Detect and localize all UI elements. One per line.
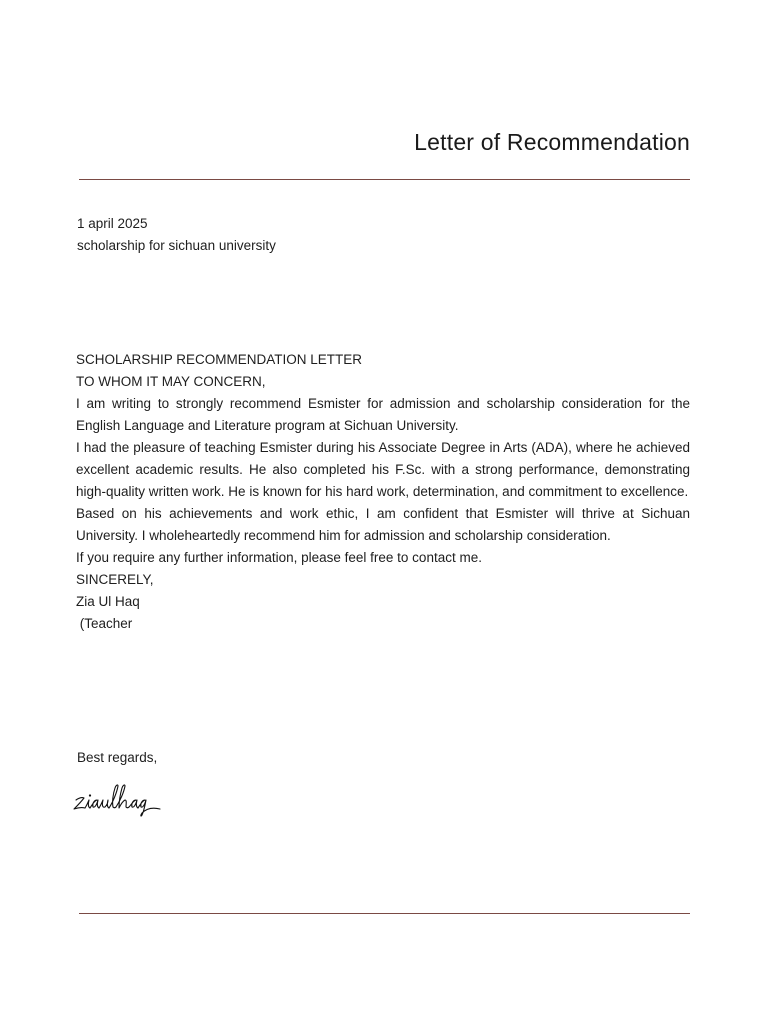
author-name: Zia Ul Haq	[76, 594, 140, 609]
letter-date: 1 april 2025	[77, 216, 148, 231]
letter-salutation: TO WHOM IT MAY CONCERN,	[76, 374, 266, 389]
body-paragraph: Based on his achievements and work ethic, I am confident that Esmister will thrive at Sichuan University. I wholeheartedly recommend him for admission and scholarship consideration.	[76, 506, 690, 543]
letter-closing: SINCERELY,	[76, 572, 154, 587]
body-paragraph: I am writing to strongly recommend Esmister for admission and scholarship consideration for the English Language and Literature program at Sichuan University.	[76, 396, 690, 433]
top-divider	[79, 179, 690, 180]
handwritten-signature	[70, 778, 170, 818]
letter-body	[76, 349, 690, 635]
author-role: (Teacher	[76, 616, 133, 631]
letter-title: Letter of Recommendation	[414, 129, 690, 155]
body-paragraph: If you require any further information, please feel free to contact me.	[76, 550, 482, 565]
regards-text: Best regards,	[77, 750, 158, 765]
letter-heading: SCHOLARSHIP RECOMMENDATION LETTER	[76, 352, 363, 367]
letter-meta	[77, 213, 276, 257]
bottom-divider	[79, 913, 690, 914]
letter-subject: scholarship for sichuan university	[77, 238, 276, 253]
body-paragraph: I had the pleasure of teaching Esmister during his Associate Degree in Arts (ADA), where he achieved excellent academic results. He also completed his F.Sc. with a strong performance, demonstrating high-quality written work. He is known for his hard work, determination, and commitment to excellence.	[76, 440, 690, 499]
